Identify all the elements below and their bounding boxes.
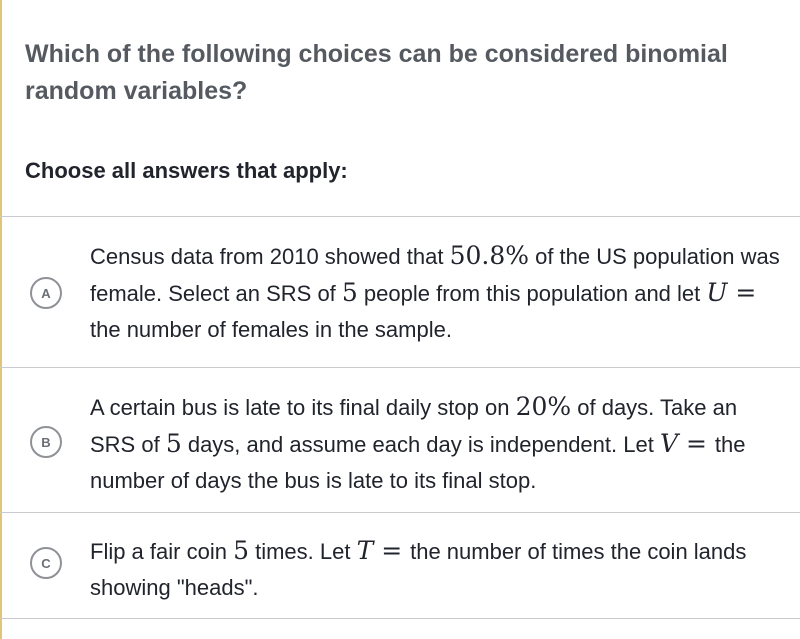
choice-c-text-part: the number of times the coin lands showing "heads". — [90, 539, 747, 600]
choice-b-letter-badge[interactable]: B — [30, 426, 62, 458]
choice-c[interactable] — [0, 512, 800, 619]
choice-b-text-part: days, and assume each day is independent. Let — [181, 432, 660, 457]
choice-b-text-part: A certain bus is late to its final daily stop on — [90, 395, 516, 420]
choice-a-letter-badge[interactable]: A — [30, 277, 62, 309]
choice-a-text — [90, 238, 780, 348]
choice-a-text-part: people from this population and let — [357, 281, 707, 306]
choice-a-text-part: Census data from 2010 showed that — [90, 244, 450, 269]
choice-c-text — [90, 533, 780, 606]
choice-b-math-equals: = — [678, 429, 715, 458]
instructions-label: Choose all answers that apply: — [25, 158, 348, 183]
choice-b-text-part: the number of days the bus is late to its final stop. — [90, 432, 746, 493]
choice-a-math-percent: 50.8% — [449, 241, 529, 270]
choice-b[interactable] — [0, 367, 800, 512]
choice-c-text-part: times. Let — [248, 539, 357, 564]
choice-list — [0, 216, 800, 619]
choice-c-math-equals: = — [373, 536, 411, 565]
choice-c-letter-badge[interactable]: C — [30, 547, 62, 579]
question-prompt: Which of the following choices can be considered binomial random variables? — [25, 40, 728, 105]
choice-b-math-number: 5 — [165, 429, 182, 458]
choice-b-math-variable: V — [659, 429, 678, 458]
choice-a-text-part: the number of females in the sample. — [90, 317, 452, 342]
choice-a-math-variable: U — [706, 278, 728, 307]
choice-b-math-percent: 20% — [515, 392, 572, 421]
choice-a-text-part: of the US population was female. Select an SRS of — [90, 244, 780, 306]
choice-c-math-number: 5 — [233, 536, 249, 565]
choice-a[interactable] — [0, 216, 800, 367]
choice-b-text-part: of days. Take an SRS of — [90, 395, 738, 457]
choice-a-math-number: 5 — [341, 278, 358, 307]
choice-a-math-equals: = — [727, 278, 757, 307]
choice-b-text — [90, 389, 780, 499]
choice-c-text-part: Flip a fair coin — [90, 539, 234, 564]
choice-c-math-variable: T — [356, 536, 374, 565]
